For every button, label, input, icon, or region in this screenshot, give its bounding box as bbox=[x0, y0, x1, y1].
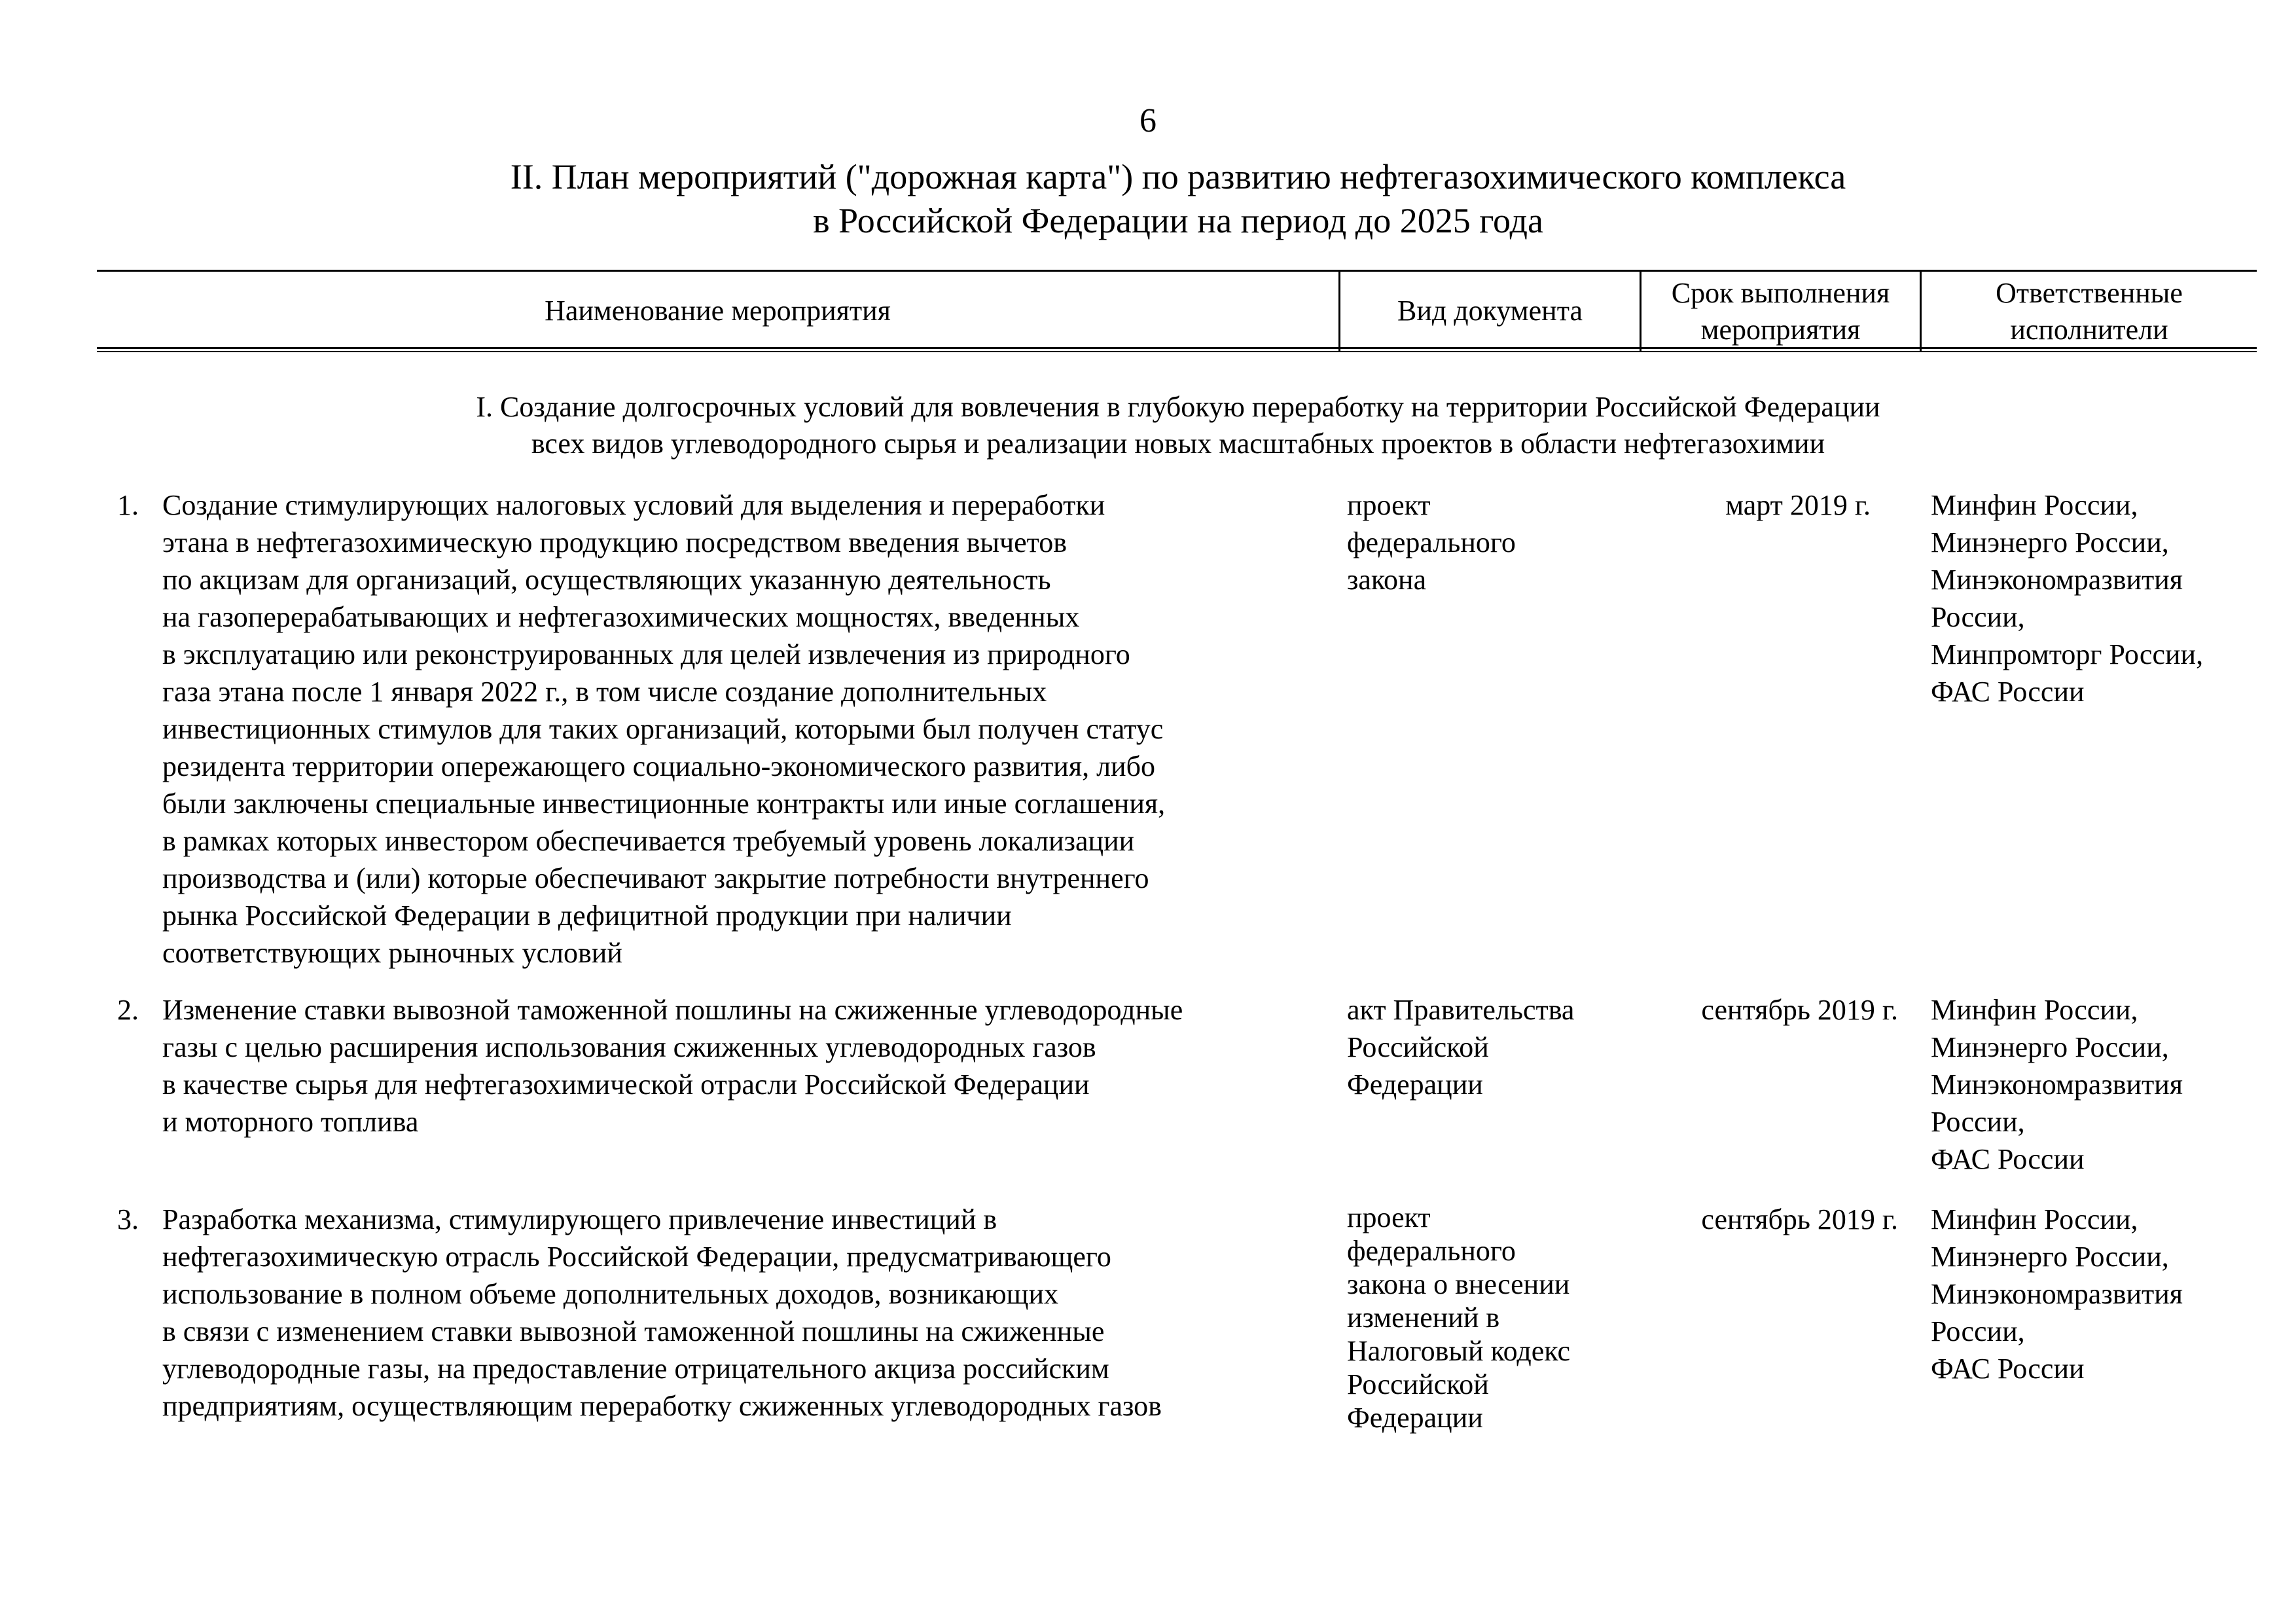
row-responsible: Минфин России, Минэнерго России, Минэкономразвития России, ФАС России bbox=[1931, 1203, 2183, 1385]
header-resp-2: исполнители bbox=[2010, 314, 2168, 346]
header-top-rule bbox=[97, 270, 2257, 272]
row-name: Создание стимулирующих налоговых условий для выделения и переработки этана в нефтегазохимическую продукцию посредством введения вычетов по акцизам для организаций, осуществляющих указанную деятельность на газоперерабатывающих и нефтегазохимических мощностях, введенных в эксплуатацию или реконструированных для целей извлечения из природного газа этана после 1 января 2022 г., в том числе создание дополнительных инвестиционных стимулов для таких организаций, которыми был получен статус резидента территории опережающего социально-экономического развития, либо были заключены специальные инвестиционные контракты или иные соглашения, в рамках которых инвестором обеспечивается требуемый уровень локализации производства и (или) которые обеспечивают закрытие потребности внутреннего рынка Российской Федерации в дефицитной продукции при наличии соответствующих рыночных условий bbox=[162, 489, 1166, 969]
section-title-1: I. Создание долгосрочных условий для вовлечения в глубокую переработку на территории Российской Федерации bbox=[476, 391, 1880, 423]
row-name: Изменение ставки вывозной таможенной пошлины на сжиженные углеводородные газы с целью расширения использования сжиженных углеводородных газов в качестве сырья для нефтегазохимической отрасли Российской Федерации и моторного топлива bbox=[162, 994, 1183, 1138]
row-deadline: сентябрь 2019 г. bbox=[1701, 994, 1898, 1026]
row-doc-type: проект федерального закона bbox=[1347, 489, 1516, 596]
row-number: 1. bbox=[117, 489, 139, 521]
header-doc: Вид документа bbox=[1397, 295, 1583, 327]
row-deadline: сентябрь 2019 г. bbox=[1701, 1203, 1898, 1235]
header-name: Наименование мероприятия bbox=[545, 295, 891, 327]
header-bottom-rule-2 bbox=[97, 351, 2257, 352]
title-line-2: в Российской Федерации на период до 2025 года bbox=[813, 201, 1543, 240]
header-deadline-2: мероприятия bbox=[1700, 314, 1861, 346]
row-doc-type: проект федерального закона о внесении изменений в Налоговый кодекс Российской Федерации bbox=[1347, 1201, 1571, 1434]
row-responsible: Минфин России, Минэнерго России, Минэкономразвития России, Минпромторг России, ФАС России bbox=[1931, 489, 2204, 708]
title-line-1: II. План мероприятий ("дорожная карта") по развитию нефтегазохимического комплекса bbox=[510, 157, 1846, 196]
section-title-2: всех видов углеводородного сырья и реализации новых масштабных проектов в области нефтегазохимии bbox=[531, 428, 1825, 460]
row-number: 2. bbox=[117, 994, 139, 1026]
row-deadline: март 2019 г. bbox=[1725, 489, 1871, 521]
row-number: 3. bbox=[117, 1203, 139, 1235]
header-deadline-1: Срок выполнения bbox=[1671, 277, 1890, 309]
header-resp-1: Ответственные bbox=[1996, 277, 2183, 309]
row-responsible: Минфин России, Минэнерго России, Минэкономразвития России, ФАС России bbox=[1931, 994, 2183, 1175]
row-name: Разработка механизма, стимулирующего привлечение инвестиций в нефтегазохимическую отрасль Российской Федерации, предусматривающего использование в полном объеме дополнительных доходов, возникающих в связи с изменением ставки вывозной таможенной пошлины на сжиженные углеводородные газы, на предоставление отрицательного акциза российским предприятиям, осуществляющим переработку сжиженных углеводородных газов bbox=[162, 1203, 1162, 1422]
page-number: 6 bbox=[1139, 102, 1157, 139]
row-doc-type: акт Правительства Российской Федерации bbox=[1347, 994, 1575, 1101]
